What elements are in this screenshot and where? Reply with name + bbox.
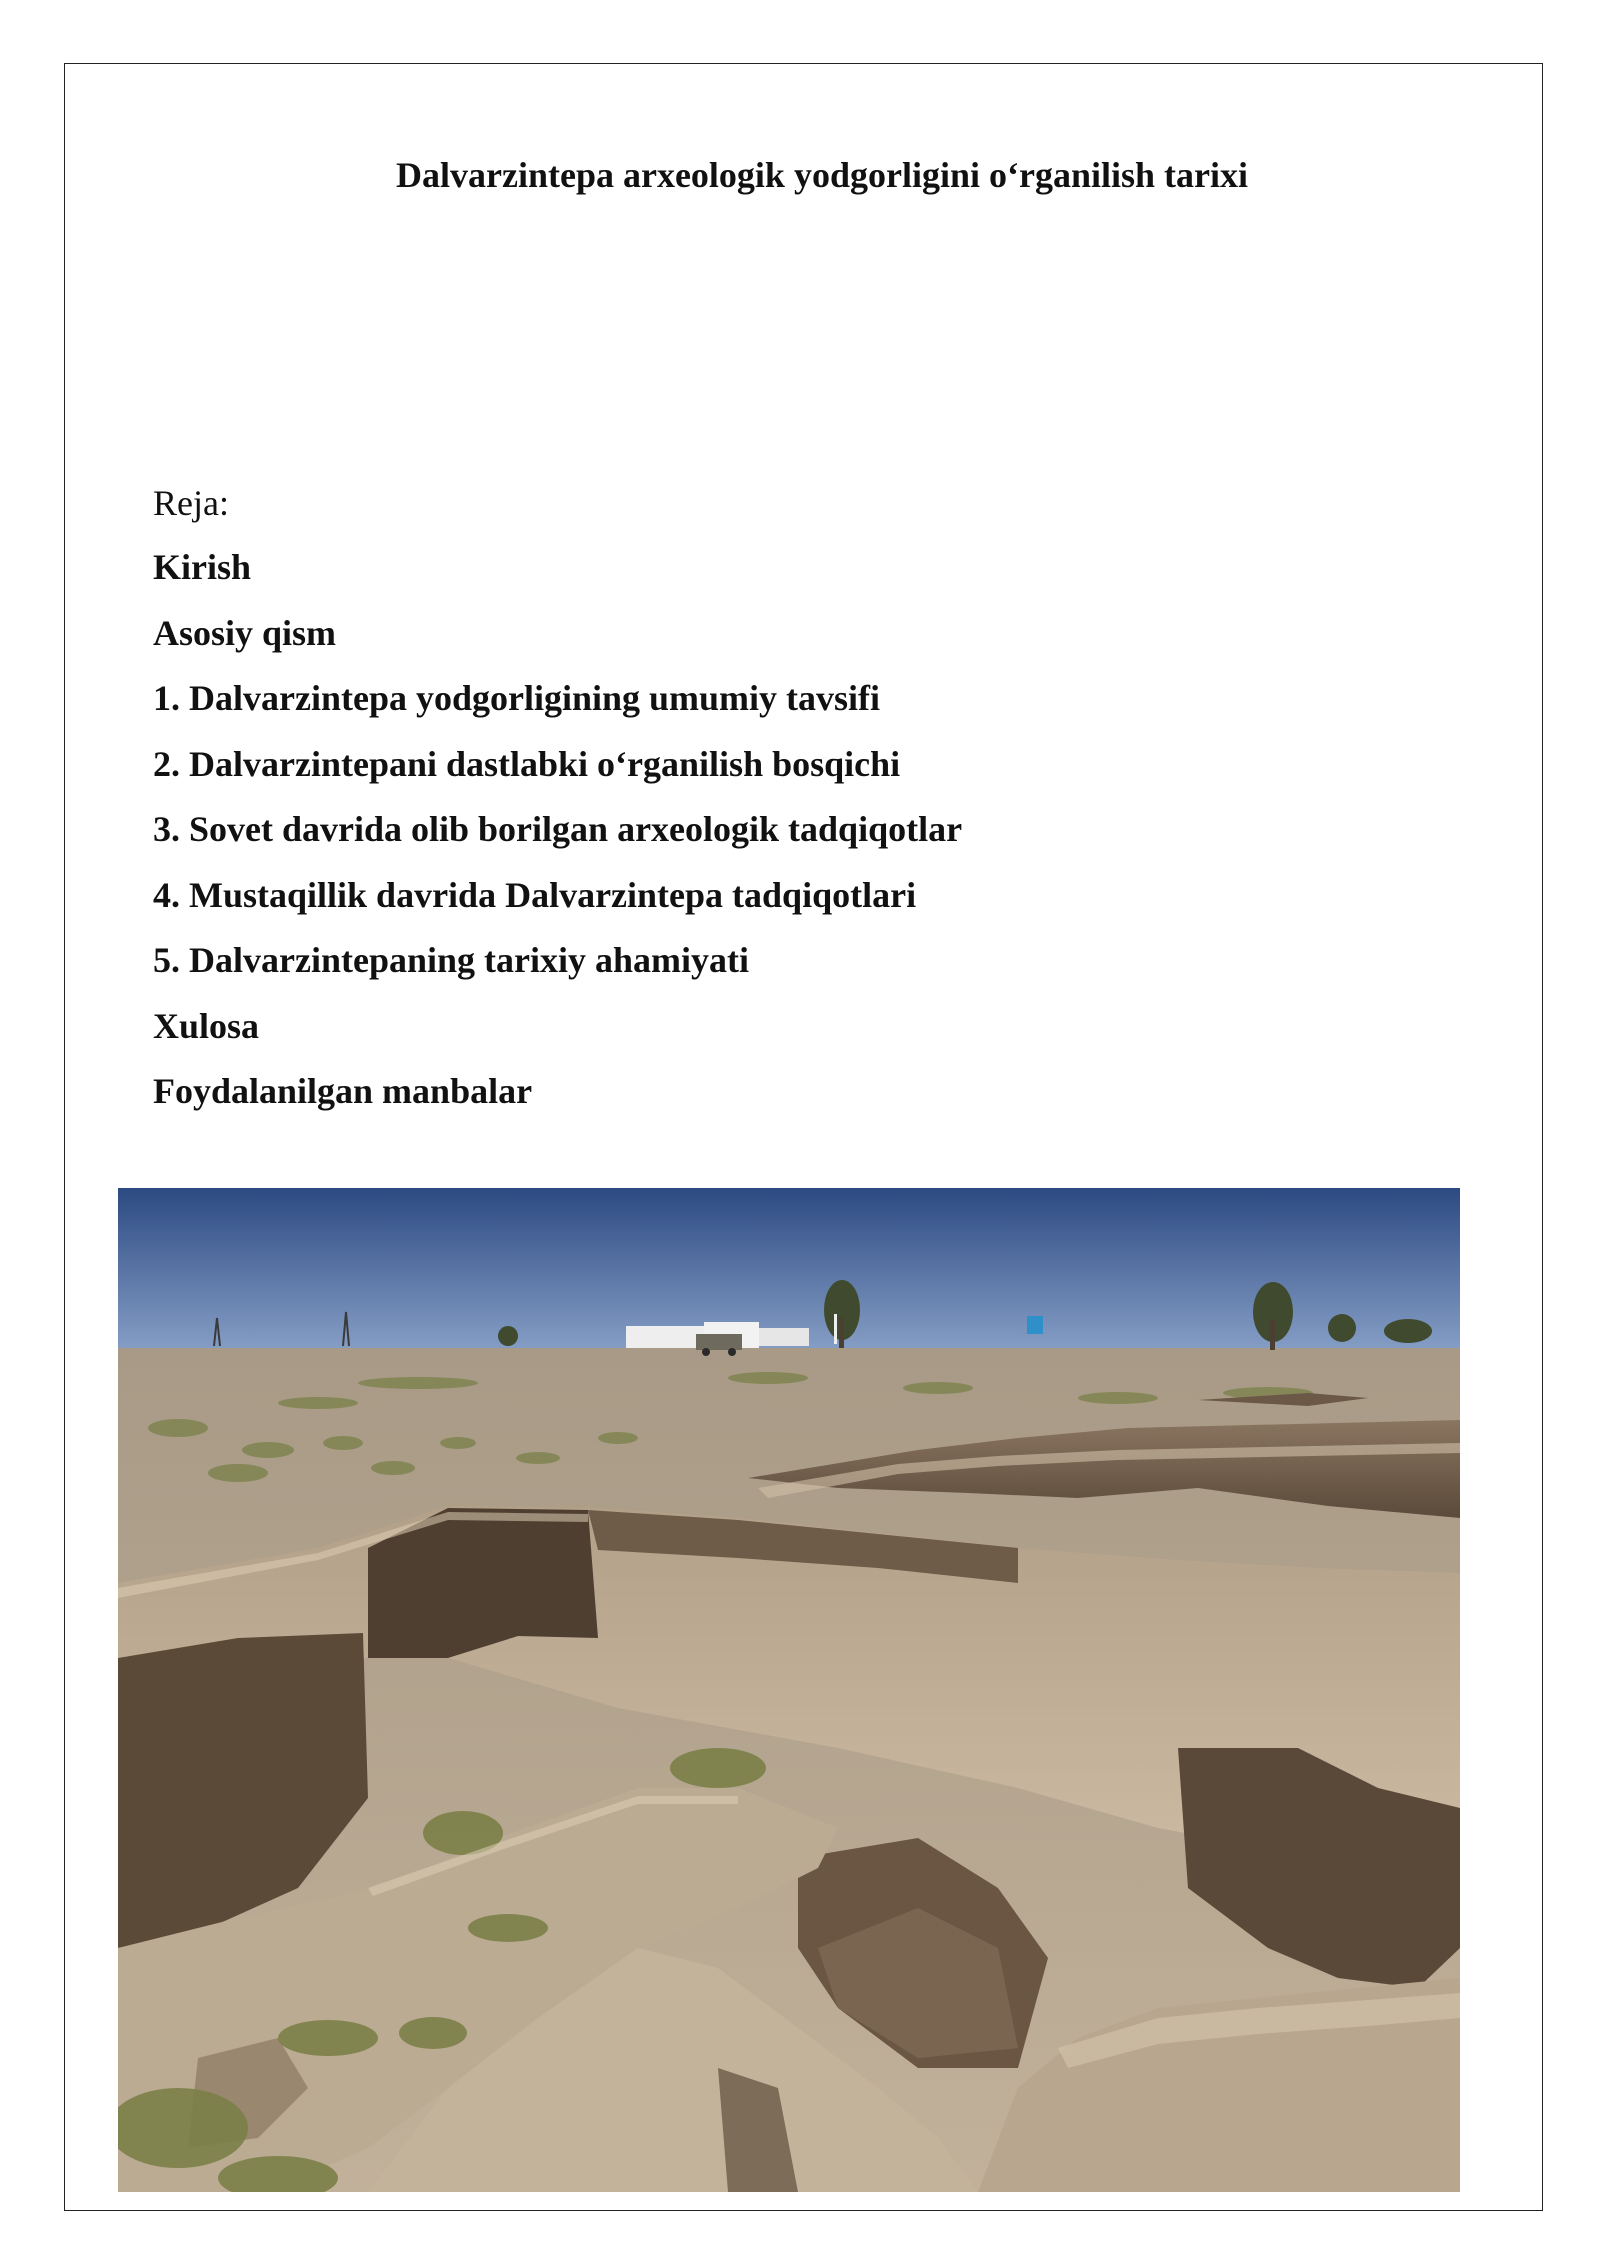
excavation-photo: [118, 1188, 1460, 2192]
toc-item-section-1: 1. Dalvarzintepa yodgorligining umumiy tavsifi: [153, 678, 881, 718]
toc-item-section-5: 5. Dalvarzintepaning tarixiy ahamiyati: [153, 940, 749, 980]
document-title: Dalvarzintepa arxeologik yodgorligini o‘rganilish tarixi: [396, 155, 1248, 195]
plan-label: Reja:: [153, 483, 229, 523]
toc-item-conclusion: Xulosa: [153, 1005, 260, 1046]
toc-item-references: Foydalanilgan manbalar: [153, 1071, 533, 1111]
toc-item-introduction: Kirish: [153, 547, 252, 587]
toc-item-section-4: 4. Mustaqillik davrida Dalvarzintepa tadqiqotlari: [153, 874, 917, 915]
table-of-contents: [153, 544, 962, 1134]
toc-item-section-2: 2. Dalvarzintepani dastlabki o‘rganilish bosqichi: [153, 743, 901, 784]
toc-item-section-3: 3. Sovet davrida olib borilgan arxeologik tadqiqotlar: [153, 809, 963, 849]
toc-item-main-part: Asosiy qism: [153, 612, 337, 653]
